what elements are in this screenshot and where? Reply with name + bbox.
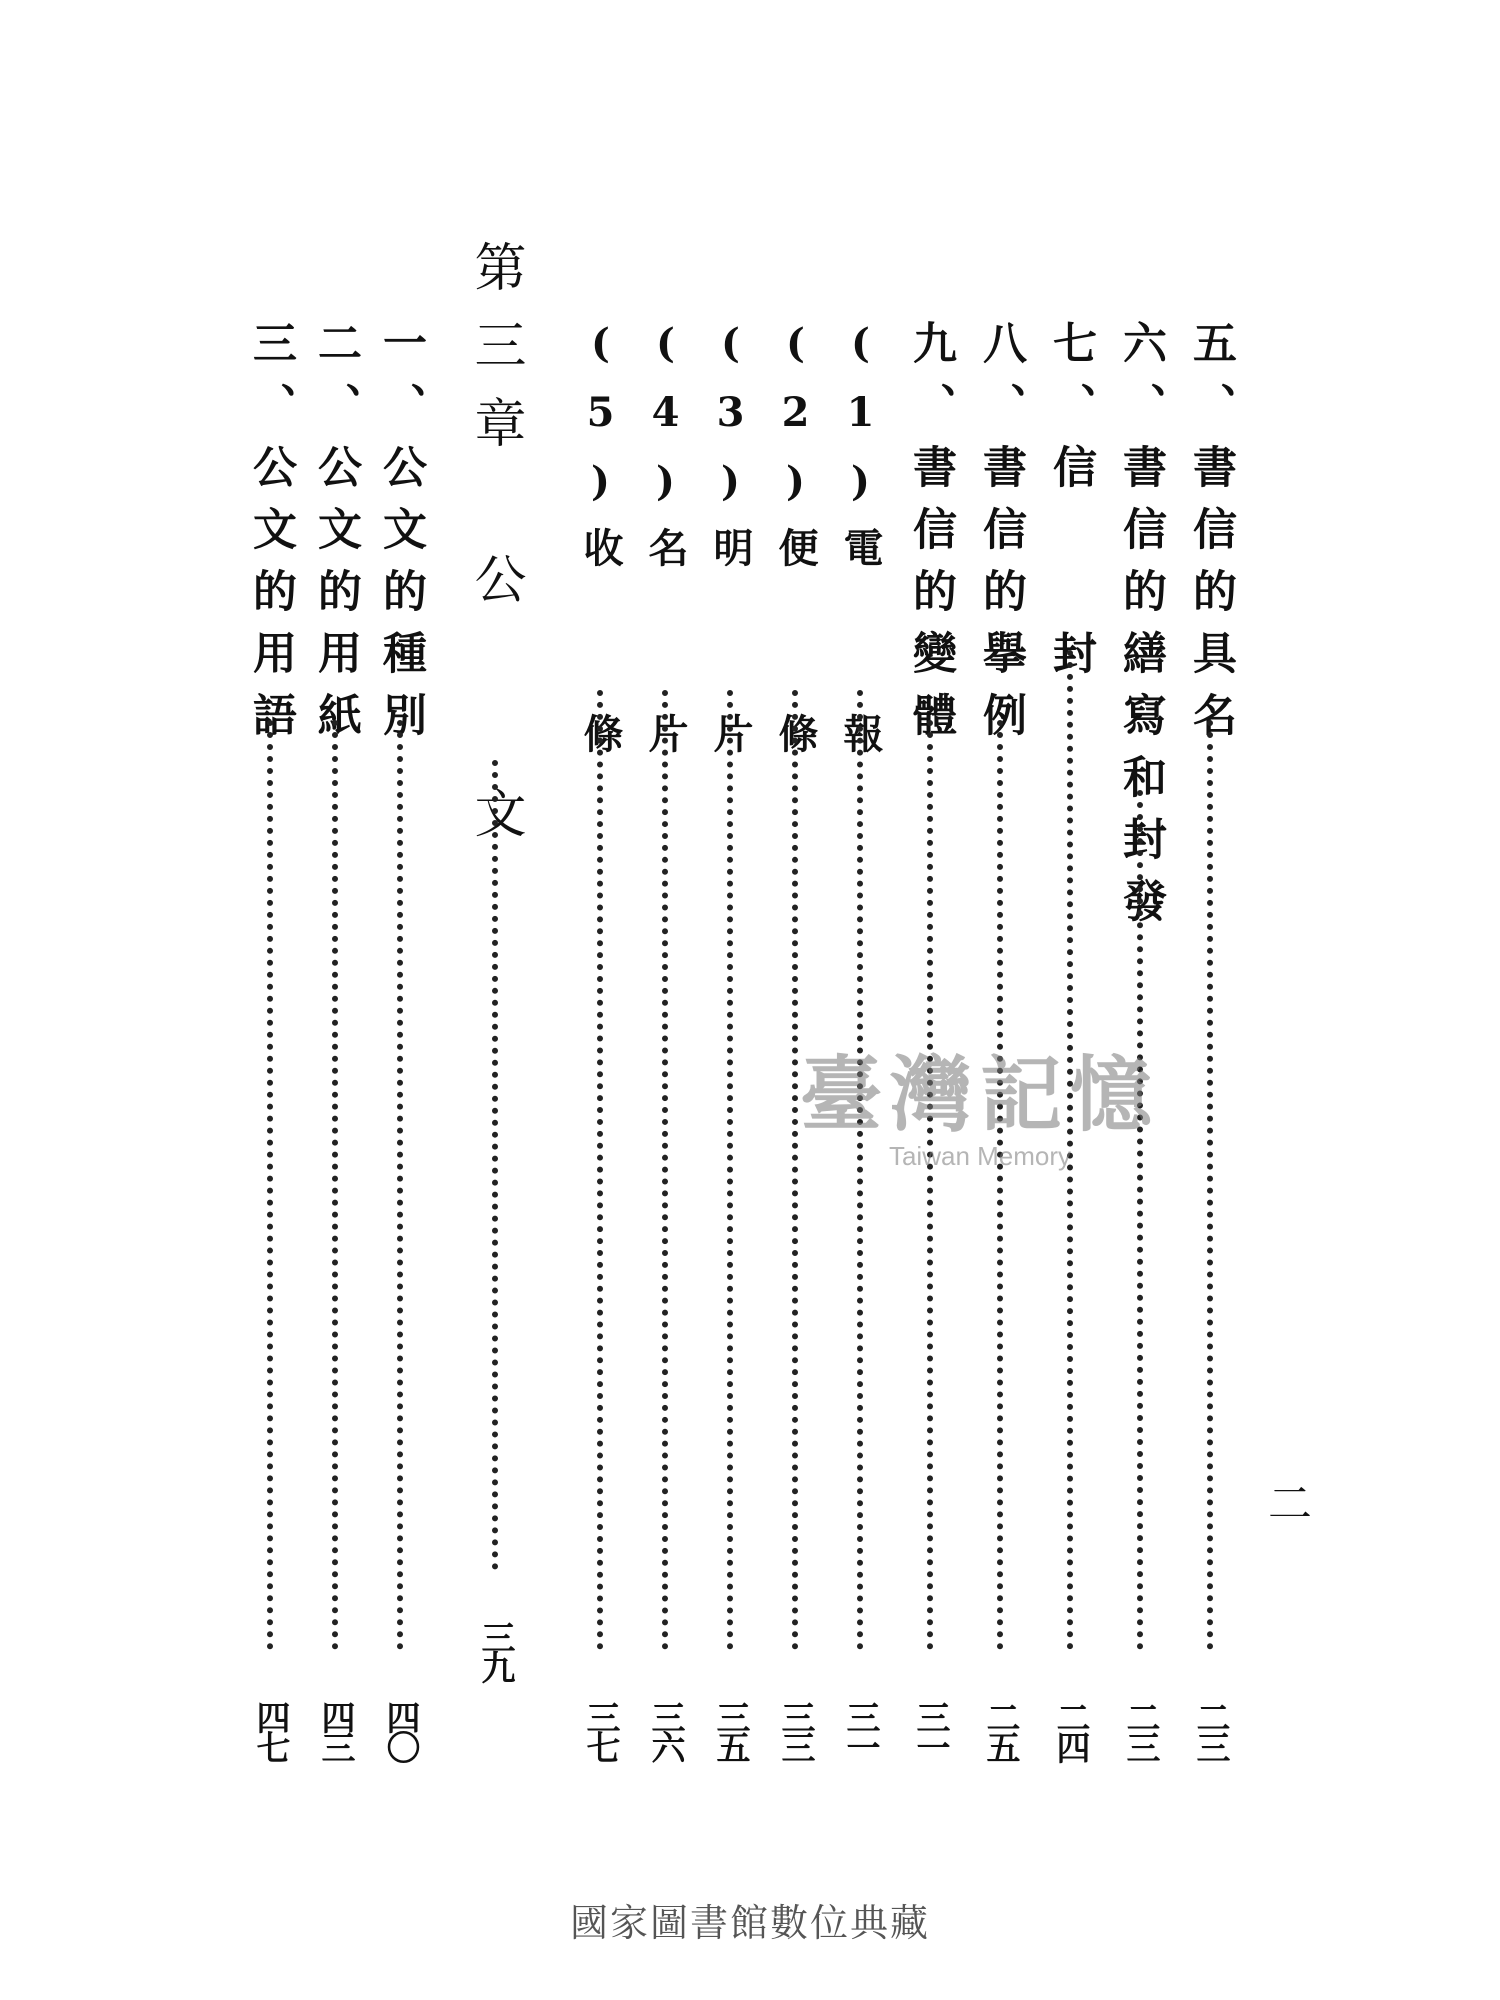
entry-label: 七、信 封 [1045, 320, 1096, 692]
dot-leader [1137, 790, 1143, 1650]
dot-leader [597, 690, 603, 1650]
entry-label: 三、公文的用語 [245, 320, 296, 754]
entry-page-number: 四〇 [380, 1700, 420, 1760]
entry-page-number: 二四 [1050, 1700, 1090, 1760]
entry-label: (2)便 條 [772, 320, 819, 775]
entry-label: 五、書信的具名 [1185, 320, 1236, 754]
toc-entry [370, 320, 430, 1800]
watermark-logo [760, 1030, 1200, 1172]
toc-entry [570, 320, 630, 1800]
toc-chapter-heading [465, 240, 525, 1720]
entry-page-number: 三九 [475, 1620, 515, 1680]
dot-leader [397, 720, 403, 1650]
entry-page-number: 二三 [1190, 1700, 1230, 1760]
watermark-chinese: 臺灣記憶 [799, 1047, 1160, 1143]
entry-page-number: 四七 [250, 1700, 290, 1760]
entry-page-number: 三三 [775, 1700, 815, 1760]
dot-leader [997, 720, 1003, 1650]
entry-label: 九、書信的變體 [905, 320, 956, 754]
toc-entry [240, 320, 300, 1800]
entry-page-number: 三七 [580, 1700, 620, 1760]
side-page-number: 二 [1260, 1480, 1311, 1524]
entry-label: (4)名 片 [642, 320, 689, 775]
watermark-english: Taiwan Memory [888, 1141, 1072, 1171]
entry-label: (3)明 片 [707, 320, 754, 775]
dot-leader [727, 690, 733, 1650]
dot-leader [492, 760, 498, 1570]
entry-label: 二、公文的用紙 [310, 320, 361, 754]
entry-page-number: 三五 [710, 1700, 750, 1760]
entry-label: 一、公文的種別 [375, 320, 426, 754]
footer-caption: 國家圖書館數位典藏 [569, 1901, 930, 1945]
entry-label: 六、書信的繕寫和封發 [1115, 320, 1166, 940]
entry-label: (1)電 報 [837, 320, 884, 775]
dot-leader [662, 690, 668, 1650]
entry-page-number: 二五 [980, 1700, 1020, 1760]
toc-entry [305, 320, 365, 1800]
entry-page-number: 三一 [840, 1700, 880, 1760]
toc-entry [635, 320, 695, 1800]
dot-leader [927, 720, 933, 1650]
dot-leader [1207, 720, 1213, 1650]
dot-leader [332, 720, 338, 1650]
entry-page-number: 三六 [645, 1700, 685, 1760]
entry-page-number: 三一 [910, 1700, 950, 1760]
chapter-label: 第三章 公 文 [465, 240, 525, 864]
entry-page-number: 四三 [315, 1700, 355, 1760]
dot-leader [267, 720, 273, 1650]
entry-label: (5)收 條 [577, 320, 624, 775]
entry-label: 八、書信的擧例 [975, 320, 1026, 754]
toc-entry [700, 320, 760, 1800]
entry-page-number: 二三 [1120, 1700, 1160, 1760]
